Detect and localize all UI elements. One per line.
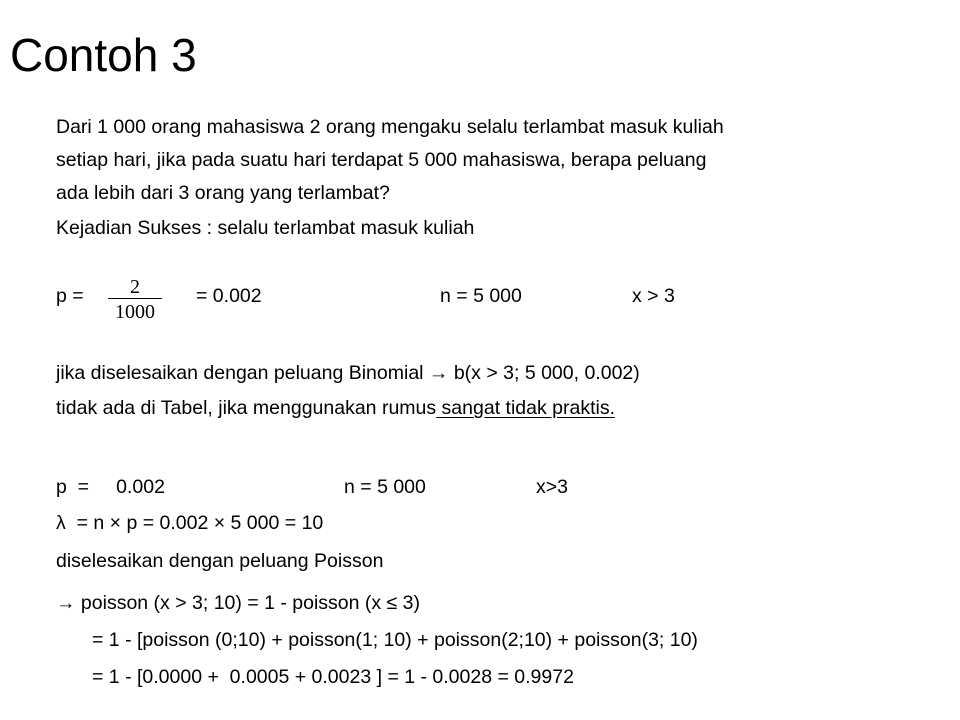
binomial-line: jika diselesaikan dengan peluang Binomial → b(x > 3; 5 000, 0.002)	[56, 362, 640, 384]
lambda-line: λ = n × p = 0.002 × 5 000 = 10	[56, 512, 324, 534]
fraction-denominator: 1000	[115, 301, 155, 323]
problem-line-3: ada lebih dari 3 orang yang terlambat?	[56, 182, 390, 204]
slide-title: Contoh 3	[10, 29, 197, 81]
x-condition: x > 3	[632, 285, 675, 307]
p-label: p =	[56, 285, 84, 307]
problem-line-2: setiap hari, jika pada suatu hari terdapat 5 000 mahasiswa, berapa peluang	[56, 149, 707, 171]
p-value: = 0.002	[196, 285, 262, 307]
p-fraction	[108, 277, 162, 322]
poisson-line-3: = 1 - [0.0000 + 0.0005 + 0.0023 ] = 1 - 0.0028 = 0.9972	[92, 666, 574, 688]
poisson-line-1: → poisson (x > 3; 10) = 1 - poisson (x ≤ 3)	[56, 592, 421, 614]
problem-line-1: Dari 1 000 orang mahasiswa 2 orang mengaku selalu terlambat masuk kuliah	[56, 116, 724, 138]
poisson-intro: diselesaikan dengan peluang Poisson	[56, 550, 384, 572]
binomial-note	[56, 399, 615, 419]
binomial-note-underlined: sangat tidak praktis.	[436, 397, 615, 419]
fraction-numerator: 2	[130, 276, 140, 298]
n-value: n = 5 000	[440, 285, 522, 307]
poisson-line-2: = 1 - [poisson (0;10) + poisson(1; 10) + poisson(2;10) + poisson(3; 10)	[92, 629, 698, 651]
x-condition-2: x>3	[536, 476, 568, 498]
binomial-note-prefix: tidak ada di Tabel, jika menggunakan rumus	[56, 397, 437, 419]
event-definition: Kejadian Sukses : selalu terlambat masuk kuliah	[56, 217, 475, 239]
n-value-2: n = 5 000	[344, 476, 426, 498]
p-value-2: p = 0.002	[56, 476, 165, 498]
fraction-bar	[108, 298, 162, 299]
